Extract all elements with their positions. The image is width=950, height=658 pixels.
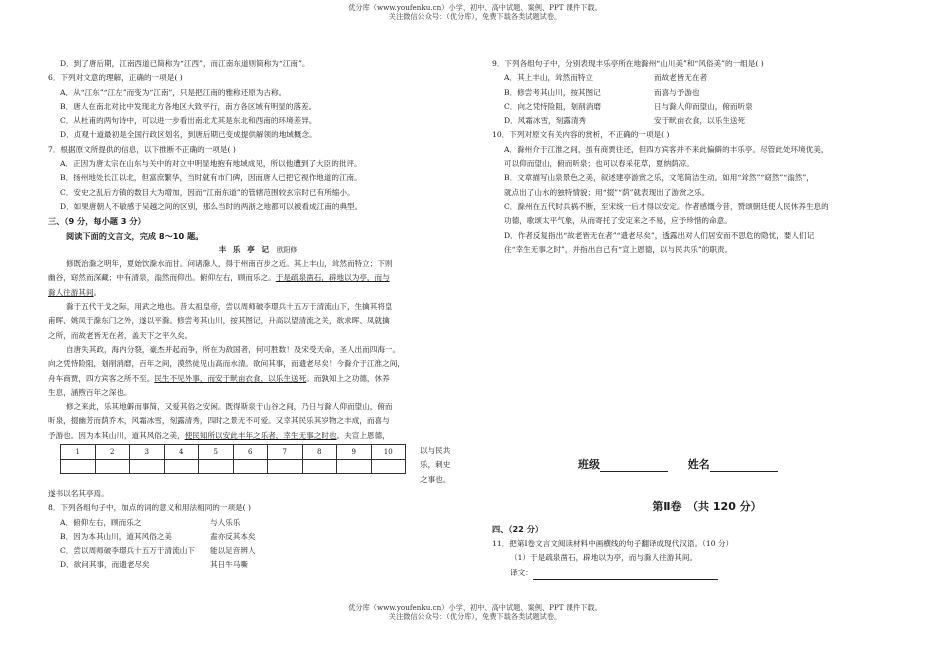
passage-line: 滁于五代干戈之际，用武之地也。昔太祖皇帝，尝以周师破李璟兵十五万于清流山下，生擒其将皇 [66,302,393,312]
answer-cell-number: 5 [199,445,234,460]
answer-cell-blank[interactable] [337,460,372,474]
footer-line-1: 优分库（www.youfenku.cn）小学、初中、高中试题、案例、PPT 课件下载。 [348,603,602,612]
question-9: 9．下列各组句子中，分别表现丰乐亭所在地滁州“山川美”和“风俗美”的一组是( ) [492,59,764,68]
section-3-heading: 三、（9 分，每小题 3 分） [48,216,146,227]
q9-option-d [492,114,922,128]
translation-blank[interactable] [533,569,718,580]
option-left: D．欲问其事，而遗老尽矣 [60,560,150,570]
passage-title [48,243,468,257]
q6-option-d: D．贞观十道最初是全国行政区划名，到唐后期已变成提供解领的地域概念。 [60,130,317,140]
side-text [420,444,450,487]
q7-option-c: C．安史之乱后方镇的数目大为增加，因而“江南东道”的管辖范围较玄宗时已有所缩小。 [60,187,355,197]
q9-option-a [492,71,922,85]
question-11: 11．把第Ⅰ卷文言文阅读材料中画横线的句子翻译成现代汉语。（10 分） [492,538,734,548]
passage-text: 。夫宣上恩德， [336,430,390,440]
answer-cell-blank[interactable] [199,460,234,474]
name-label: 姓名 [687,458,710,471]
question-10: 10．下列对原文有关内容的赏析，不正确的一项是( ) [492,130,670,140]
underlined-sentence: 民生不见外事，而安于畎亩衣食，以乐生送死 [154,373,307,383]
answer-cell-blank[interactable] [164,460,199,474]
q10-option-a: A．滁州介于江淮之间，虽有商贾往还，但四方宾客并不来此偏僻的丰乐亭。尽管此处环境优美， [504,144,829,154]
header-line-1: 优分库（www.youfenku.cn）小学、初中、高中试题、案例、PPT 课件下载。 [348,3,602,12]
q8-option-a [48,516,468,530]
passage-line: 之事也。 [420,474,451,484]
passage-line: 向之凭恃险阻，刬削消磨，百年之间，漠然徒见山高而水清。欲问其事，而遗老尽矣！今滁介于江淮之间， [48,359,405,369]
passage-line: 以与民共 [420,446,451,456]
q8-option-b [48,530,468,544]
answer-row [48,444,468,487]
passage-line: 修既治滁之明年，夏始饮滁水而甘。问诸滁人，得于州南百步之近。其上丰山，耸然而特立；下则 [66,259,393,269]
translation-label: 译文： [510,567,533,577]
option-right: 而故老皆无在者 [654,73,708,83]
passage-line [48,286,468,300]
page-header [0,3,950,21]
q8-option-d [48,558,468,572]
name-blank[interactable] [710,461,778,472]
q10-option-b: B．文章描写山泉景色之美，叙述建亭游赏之乐，文笔简洁生动。如用“耸然”“窈然”“滃然”， [504,173,814,183]
passage-text: 幽谷，窈然而深藏；中有清泉，滃然而仰出。俯仰左右，顾而乐之。 [48,273,276,283]
answer-grid [60,444,406,474]
q10-option-a-cont: 可以仰而望山，俯而听泉；也可以春采花草，夏纳荫凉。 [504,159,694,169]
answer-cell-blank[interactable] [95,460,130,474]
part-2-heading: 第Ⅱ卷 （共 120 分） [652,500,762,513]
answer-cell-blank[interactable] [302,460,337,474]
answer-cell-number: 6 [233,445,268,460]
passage-line: 遂书以名其亭焉。 [48,488,109,498]
answer-cell-number: 2 [95,445,130,460]
passage-text: 予游也。因为本其山川，道其风俗之美， [48,430,185,440]
section-4-heading: 四、（22 分） [492,524,544,534]
class-label: 班级 [578,458,600,471]
option-right: 与人乐乐 [210,517,241,527]
class-blank[interactable] [600,461,668,472]
answer-cell-blank[interactable] [130,460,165,474]
option-left: C．尝以周师破李璟兵十五万于清流山下 [60,546,195,556]
question-8: 8．下列各组句子中，加点的词的意义和用法相同的一项是( ) [48,503,252,513]
answer-cell-blank[interactable] [233,460,268,474]
passage-line: 乐，刺史 [420,460,451,470]
underlined-sentence: 滁人往游其间 [48,287,94,297]
translation-row [492,566,922,581]
option-right: 而喜与予游也 [654,87,700,97]
underlined-sentence: 使民知所以安此丰年之乐者，幸生无事之时也 [184,430,337,440]
section-3-instruction: 阅读下面的文言文，完成 8～10 题。 [66,230,204,241]
q10-option-c: C．滁州在五代时兵祸不断，至宋统一后才得以安定。作者感慨今昔，赞颂朝廷使人民休养生息的 [504,201,829,211]
q10-option-b-cont: 就点出了山水的独特情貌；用“掇”“荫”就表现出了游赏之乐。 [504,187,710,197]
passage-title-text: 丰 乐 亭 记 [218,244,271,254]
passage-line [48,271,468,285]
answer-cell-number: 9 [337,445,372,460]
q10-option-d: D．作者反复指出“故老皆无在者”“遗老尽矣”，透露出对人们居安而不思危的隐忧，要人们记 [504,230,815,240]
answer-cell-blank[interactable] [371,460,406,474]
class-name-line [578,456,878,472]
option-right: 盍亦反其本矣 [210,531,256,541]
answer-cell-number: 1 [61,445,96,460]
q7-option-d: D．如果唐朝人不敏感于吴越之间的区别，那么当时的两浙之地都可以被看成江南的典型。 [60,201,363,211]
option-left: B．修尝考其山川，按其图记 [504,87,601,97]
passage-line: 自唐失其政，海内分裂，豪杰并起而争，所在为敌国者，何可胜数！及宋受天命，圣人出而四海一。 [66,344,401,354]
option-right: 能以足音辨人 [210,546,256,556]
footer-line-2: 关注微信公众号：（优分库），免费下载各类试题试卷。 [388,612,562,621]
answer-cell-blank[interactable] [268,460,303,474]
passage-line: 甫晖、姚凤于滁东门之外，遂以平滁。修尝考其山川，按其图记，升高以望清流之关，欲求晖、凤就擒 [48,316,390,326]
passage-author: 欧阳修 [276,245,298,254]
answer-cell-number: 8 [302,445,337,460]
answer-grid-numbers [61,445,406,460]
passage-line [48,372,468,386]
section-4 [492,522,922,580]
answer-grid-blanks [61,460,406,474]
right-column [492,57,922,257]
passage-line: 修之来此，乐其地僻而事简，又爱其俗之安闲。既得斯泉于山谷之间，乃日与滁人仰而望山，俯而 [66,402,393,412]
q8-option-c [48,544,468,558]
page-footer [0,603,950,621]
option-left: A．俯仰左右，顾而乐之 [60,517,142,527]
q5-option-d: D．到了唐后期，江南西道已简称为“江西”，而江南东道则简称为“江南”。 [60,59,310,68]
question-6: 6．下列对文意的理解，正确的一项是( ) [48,73,183,83]
header-line-2: 关注微信公众号：（优分库），免费下载各类试题试卷。 [388,12,562,21]
q10-option-c-cont: 功德，歌颂太平气象，从而寄托了安定来之不易，应予珍惜的命意。 [504,216,732,226]
q11-part-1: （1）于是疏泉凿石，辟地以为亭，而与滁人往游其间。 [510,553,698,562]
option-left: C．向之凭恃险阻，刬削消磨 [504,101,601,111]
answer-cell-number: 10 [371,445,406,460]
left-column [48,57,468,573]
q6-option-a: A．从“江东”“江左”而变为“江南”，只是把江南的雅称还原为古称。 [60,87,287,97]
option-left: D．风霜冰雪，刻露清秀 [504,116,587,126]
option-right: 安于畎亩衣食，以乐生送死 [654,116,746,126]
answer-cell-number: 7 [268,445,303,460]
passage-line [48,429,468,443]
q6-option-b: B．唐人在南北对比中发现北方各地区大致平行，南方各区域有明显的落差。 [60,101,317,111]
passage-text: 。而孰知上之功德，休养 [306,373,390,383]
answer-cell-number: 3 [130,445,165,460]
q10-option-d-cont: 住“幸生无事之时”，并指出自己有“宣上恩德，以与民共乐”的职责。 [504,244,733,254]
q9-option-b [492,86,922,100]
passage-line: 生息，涵煦百年之深也。 [48,387,132,397]
q7-option-a: A．正因为唐太宗在山东与关中的对立中明显地抱有地域成见，所以他遭到了大臣的批评。 [60,159,362,169]
passage-line: 之所，而故老皆无在者，盖天下之平久矣。 [48,330,193,340]
q9-option-c [492,100,922,114]
passage-line: 听泉，掇幽芳而荫乔木，风霜冰雪，刻露清秀，四时之景无不可爱。又幸其民乐其岁物之丰成，而喜与 [48,416,390,426]
answer-cell-number: 4 [164,445,199,460]
q6-option-c: C．从杜甫的两句诗中，可以进一步看出南北尤其是东北和西南的环境差异。 [60,116,317,126]
option-right: 日与滁人仰而望山，俯而听泉 [654,101,753,111]
option-left: A．其上丰山，耸然而特立 [504,73,594,83]
passage-text: 舟车商贾，四方宾客之所不至。 [48,373,155,383]
answer-cell-blank[interactable] [61,460,96,474]
q7-option-b: B．扬州地处长江以北，但富庶繁华，当时就有市门碑，因而唐人已把它视作地道的江南。 [60,173,362,183]
question-7: 7．根据原文所提供的信息，以下推断不正确的一项是( ) [48,144,236,154]
underlined-sentence: 于是疏泉凿石，辟地以为亭，而与 [275,273,390,283]
option-left: B．因为本其山川，道其风俗之美 [60,531,172,541]
option-right: 其日牛马嘶 [210,560,248,570]
passage-text: 。 [93,287,102,297]
